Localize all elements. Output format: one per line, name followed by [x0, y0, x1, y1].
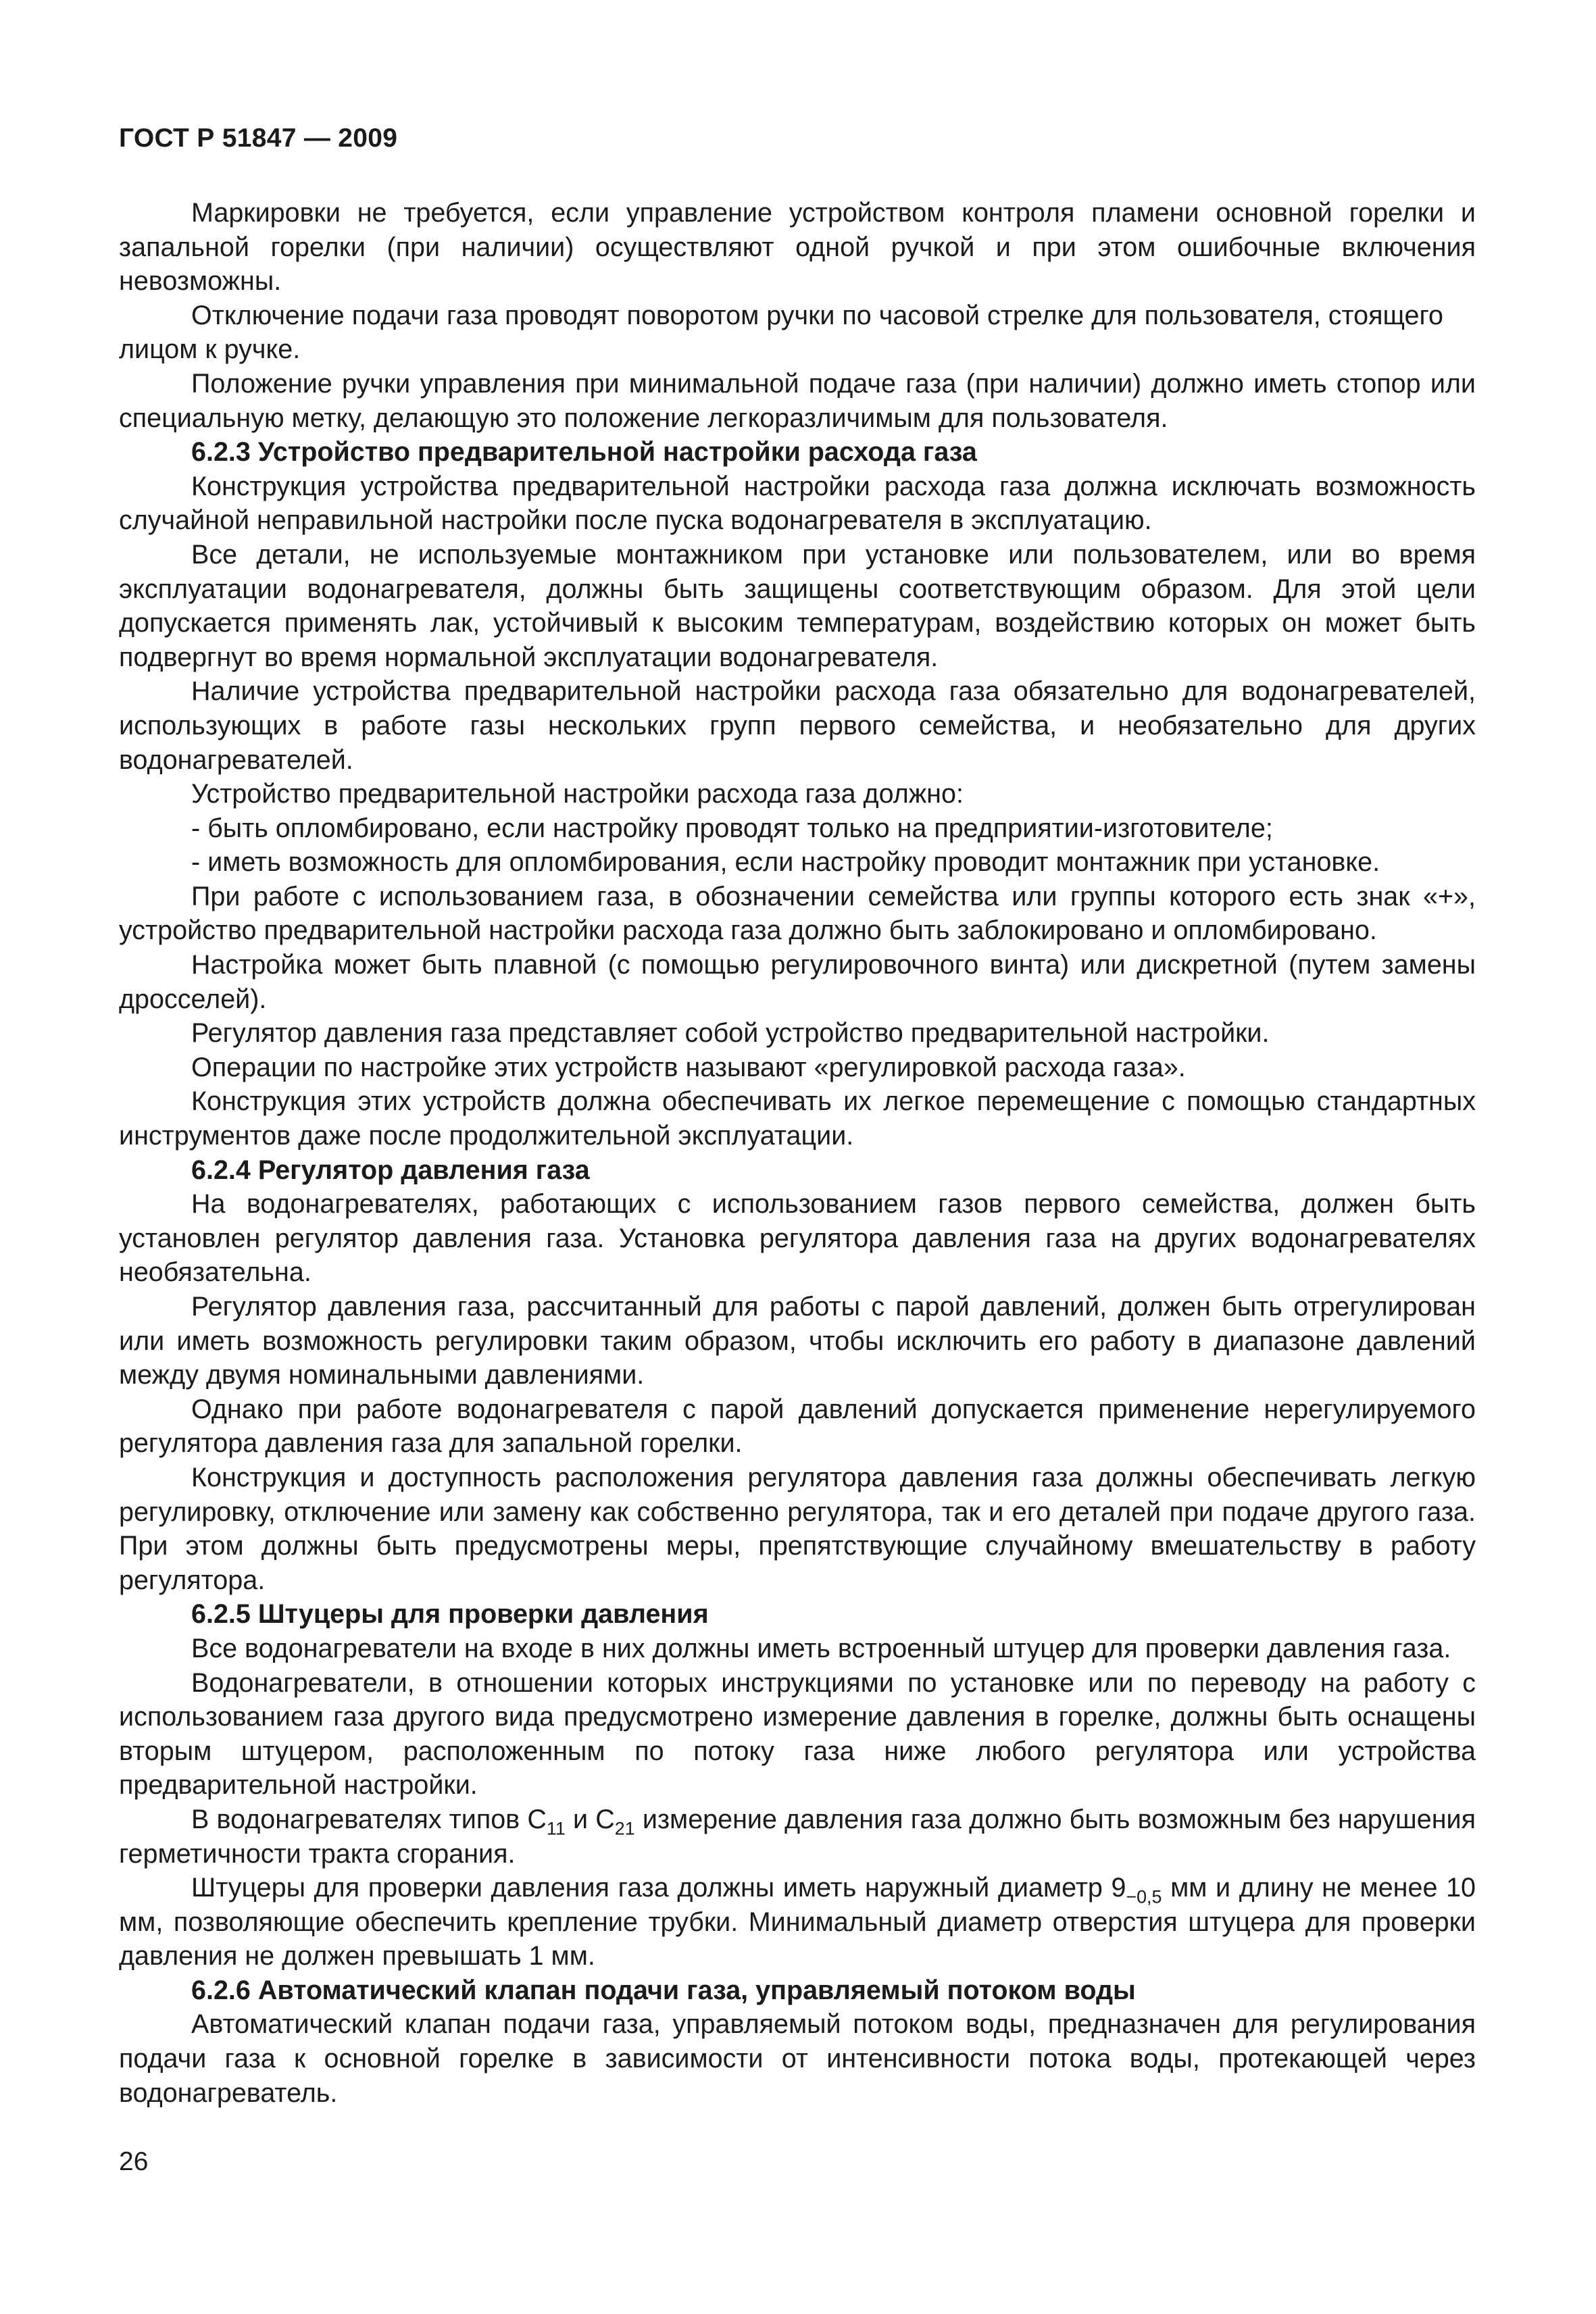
text-run: Штуцеры для проверки давления газа должны иметь наружный диаметр 9 — [191, 1873, 1126, 1903]
section-heading: 6.2.5 Штуцеры для проверки давления — [191, 1599, 709, 1630]
paragraph: Автоматический клапан подачи газа, управляемый потоком воды, предназначен для регулирования подачи газа к основной горелке в зависимости от интенсивности потока воды, протекающей через водонагреватель. — [119, 2009, 1476, 2108]
section-heading: 6.2.3 Устройство предварительной настройки расхода газа — [191, 437, 977, 468]
text-run: и С — [565, 1804, 615, 1834]
paragraph: При работе с использованием газа, в обозначении семейства или группы которого есть знак «+», устройство предварительной настройки расхода газа должно быть заблокировано и опломбировано. — [119, 881, 1476, 946]
paragraph: Конструкция устройства предварительной настройки расхода газа должна исключать возможность случайной неправильной настройки после пуска водонагревателя в эксплуатацию. — [119, 471, 1476, 536]
paragraph: Настройка может быть плавной (с помощью регулировочного винта) или дискретной (путем замены дросселей). — [119, 950, 1476, 1014]
paragraph: Маркировки не требуется, если управление устройством контроля пламени основной горелки и запальной горелки (при наличии) осуществляют одной ручкой и при этом ошибочные включения невозможны. — [119, 198, 1476, 297]
paragraph: Водонагреватели, в отношении которых инструкциями по установке или по переводу на работу с использованием газа другого вида предусмотрено измерение давления в горелке, должны быть оснащены вторым штуцером, расположенным по потоку газа ниже любого регулятора или устройства предварительной настройки. — [119, 1667, 1476, 1801]
paragraph: Устройство предварительной настройки расхода газа должно: — [191, 779, 964, 809]
text-run: мм и длину не менее 10 мм, позволяющие обеспечить крепление трубки. Минимальный диаметр отверстия штуцера для проверки давления не должен превышать 1 мм. — [119, 1873, 1476, 1971]
paragraph: Регулятор давления газа, рассчитанный для работы с парой давлений, должен быть отрегулирован или иметь возможность регулировки таким образом, чтобы исключить его работу в диапазоне давлений между двумя номинальными давлениями. — [119, 1292, 1476, 1390]
paragraph-with-subscripts — [119, 1871, 1476, 1973]
text-run: измерение давления газа должно быть возможным без нарушения герметичности тракта сгорания. — [119, 1804, 1476, 1869]
list-item: - быть опломбировано, если настройку проводят только на предприятии-изготовителе; — [191, 813, 1273, 843]
document-header: ГОСТ Р 51847 — 2009 — [119, 124, 398, 153]
section-heading: 6.2.6 Автоматический клапан подачи газа, управляемый потоком воды — [191, 1975, 1136, 2005]
paragraph: Конструкция и доступность расположения регулятора давления газа должны обеспечивать легкую регулировку, отключение или замену как собственно регулятора, так и его деталей при подаче другого газа. При этом должны быть предусмотрены меры, препятствующие случайному вмешательству в работу регулятора. — [119, 1462, 1476, 1595]
paragraph: Регулятор давления газа представляет собой устройство предварительной настройки. — [191, 1018, 1270, 1049]
paragraph: Все водонагреватели на входе в них должны иметь встроенный штуцер для проверки давления газа. — [191, 1633, 1451, 1663]
paragraph: Конструкция этих устройств должна обеспечивать их легкое перемещение с помощью стандартных инструментов даже после продолжительной эксплуатации. — [119, 1086, 1476, 1151]
list-item: - иметь возможность для опломбирования, если настройку проводит монтажник при установке. — [191, 847, 1380, 878]
section-heading: 6.2.4 Регулятор давления газа — [191, 1155, 590, 1185]
paragraph: Все детали, не используемые монтажником при установке или пользователем, или во время эксплуатации водонагревателя, должны быть защищены соответствующим образом. Для этой цели допускается применять лак, устойчивый к высоким температурам, воздействию которых он может быть подвергнут во время нормальной эксплуатации водонагревателя. — [119, 539, 1476, 672]
paragraph: На водонагревателях, работающих с использованием газов первого семейства, должен быть установлен регулятор давления газа. Установка регулятора давления газа на других водонагревателях необязательна. — [119, 1189, 1476, 1288]
paragraph: Однако при работе водонагревателя с парой давлений допускается применение нерегулируемого регулятора давления газа для запальной горелки. — [119, 1394, 1476, 1459]
paragraph-with-subscripts — [119, 1803, 1476, 1871]
subscript: 11 — [546, 1818, 566, 1839]
subscript: 21 — [614, 1818, 635, 1839]
text-run: В водонагревателях типов С — [191, 1804, 547, 1834]
paragraph: Отключение подачи газа проводят поворотом ручки по часовой стрелке для пользователя, стоящего лицом к ручке. — [119, 300, 1444, 365]
page-number: 26 — [119, 2147, 149, 2176]
paragraph: Наличие устройства предварительной настройки расхода газа обязательно для водонагревателей, использующих в работе газы нескольких групп первого семейства, и необязательно для других водонагревателей. — [119, 676, 1476, 775]
subscript: −0,5 — [1126, 1886, 1162, 1907]
paragraph: Положение ручки управления при минимальной подаче газа (при наличии) должно иметь стопор или специальную метку, делающую это положение легкоразличимым для пользователя. — [119, 368, 1476, 433]
document-body — [119, 196, 1476, 2110]
paragraph: Операции по настройке этих устройств называют «регулировкой расхода газа». — [191, 1052, 1186, 1082]
